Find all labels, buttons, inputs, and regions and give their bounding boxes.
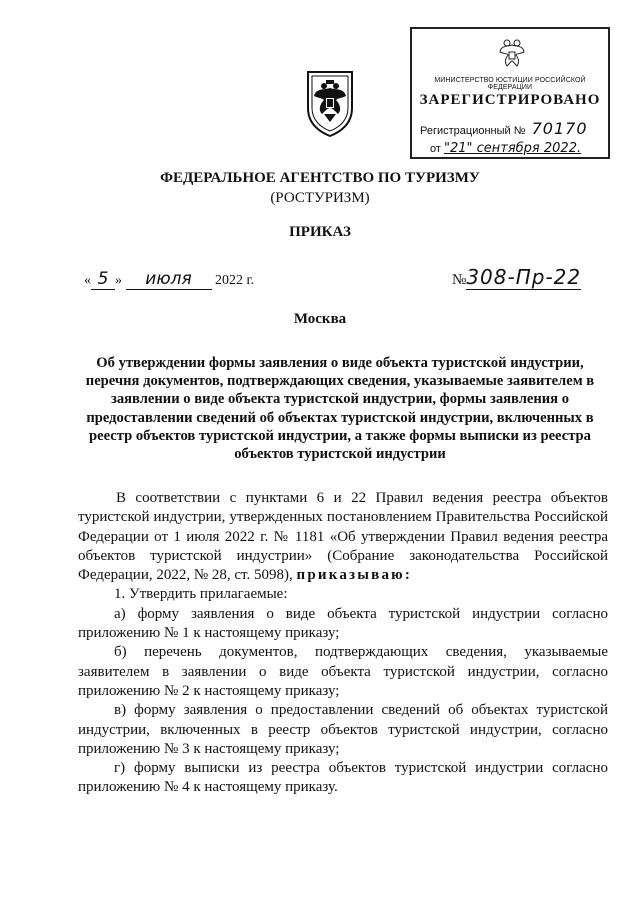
stamp-ministry-text: МИНИСТЕРСТВО ЮСТИЦИИ РОССИЙСКОЙ ФЕДЕРАЦИИ [434,77,586,91]
command-word: приказываю: [296,567,413,584]
agency-name: ФЕДЕРАЛЬНОЕ АГЕНТСТВО ПО ТУРИЗМУ [160,170,480,186]
order-number [452,265,581,289]
stamp-reg-date-value: "21" сентября 2022. [443,141,582,156]
item-g: г) форму выписки из реестра объектов туристской индустрии согласно приложению № 4 к настоящему приказу. [78,760,608,796]
stamp-reg-number [420,119,588,138]
preamble-paragraph [78,489,608,585]
agency-abbreviation: (РОСТУРИЗМ) [270,190,370,206]
stamp-emblem-icon [497,35,527,71]
date-open-quote: « [84,273,91,288]
registration-stamp [410,27,610,159]
date-year: 2022 г. [215,273,255,288]
item-b: б) перечень документов, подтверждающих сведения, указываемые заявителем в заявлении о виде объекта туристской индустрии, согласно приложению № 2 к настоящему приказу; [78,644,608,699]
city: Москва [293,311,347,327]
stamp-registered-text: ЗАРЕГИСТРИРОВАНО [419,92,601,108]
order-number-value: 308-Пр-22 [466,265,582,289]
point-1: 1. Утвердить прилагаемые: [114,586,288,603]
preamble-text: В соответствии с пунктами 6 и 22 Правил ведения реестра объектов туристской индустрии, утвержденных постановлением Правительства Российской Федерации от 1 июля 2022 г. № 1181 «Об утверждении Правил ведения реестра объектов туристской индустрии» (Собрание законодательства Российской Федерации, 2022, № 28, ст. 5098), [78,490,608,584]
order-body [78,489,608,798]
order-number-label: № [452,272,467,288]
document-type: ПРИКАЗ [289,224,351,240]
stamp-reg-date [430,141,581,156]
date-month: июля [126,269,212,290]
order-subject: Об утверждении формы заявления о виде объекта туристской индустрии, перечня документов, подтверждающих сведения, указываемые заявителем в заявлении о виде объекта туристской индустрии, формы заявления о предоставлении сведений об объектах туристской индустрии, включенных в реестр объектов туристской индустрии, а также формы выписки из реестра объектов туристской индустрии [85,355,595,463]
stamp-reg-number-label: Регистрационный № [420,125,526,137]
stamp-reg-date-label: от [430,143,441,155]
order-date [84,269,254,290]
date-close-quote: » [115,273,122,288]
item-a: а) форму заявления о виде объекта туристской индустрии согласно приложению № 1 к настоящему приказу; [78,605,608,642]
coat-of-arms-emblem [302,68,358,138]
stamp-reg-number-value: 70170 [531,119,588,138]
item-v: в) форму заявления о предоставлении сведений об объектах туристской индустрии, включенных в реестр объектов туристской индустрии, согласно приложению № 3 к настоящему приказу; [78,702,608,757]
date-day: 5 [91,269,115,290]
